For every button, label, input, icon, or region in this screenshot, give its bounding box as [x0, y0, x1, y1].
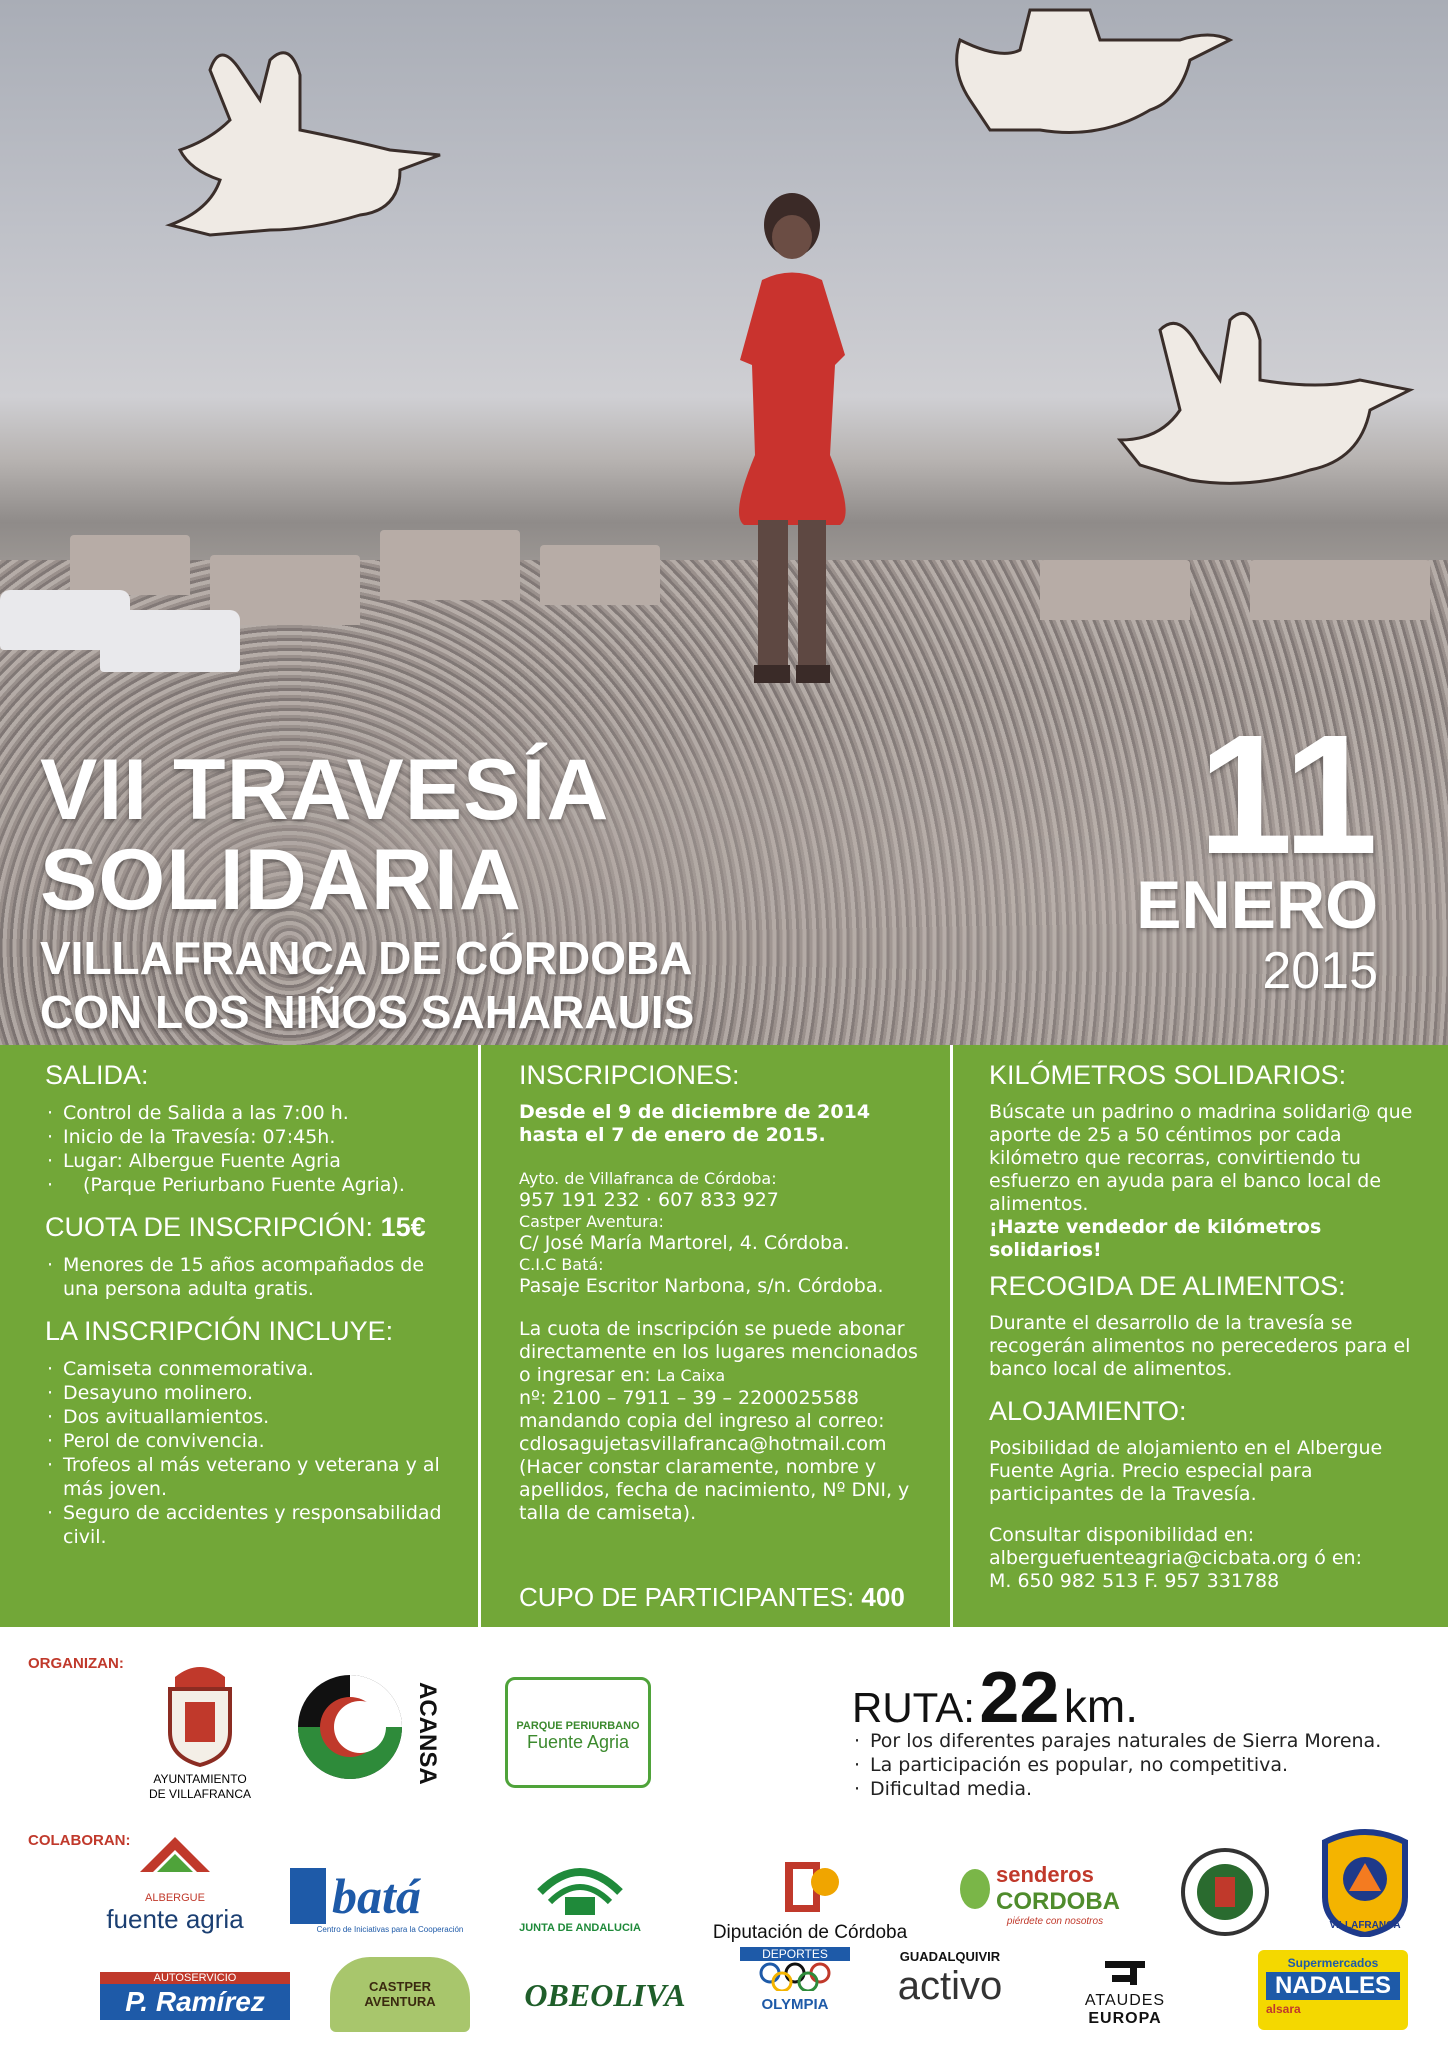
payment-text: La cuota de inscripción se puede abonar directamente en los lugares mencionados o ingresar en: — [519, 1318, 918, 1386]
list-item: · Desayuno molinero. — [45, 1381, 458, 1405]
alojamiento-heading: ALOJAMIENTO: — [989, 1396, 1187, 1426]
incluye-heading: LA INSCRIPCIÓN INCLUYE: — [45, 1316, 394, 1346]
list-item: · Control de Salida a las 7:00 h. — [45, 1101, 458, 1125]
ataudes-word: ATAUDES — [1084, 1992, 1166, 2009]
cuota-list — [45, 1253, 458, 1301]
acansa-logo — [295, 1672, 445, 1785]
ayto-phones: 957 191 232 · 607 833 927 — [519, 1189, 779, 1211]
list-item: · Dificultad media. — [852, 1777, 1381, 1801]
inscripciones-dates: Desde el 9 de diciembre de 2014 hasta el 7 de enero de 2015. — [519, 1101, 871, 1146]
parque-line1: PARQUE PERIURBANO — [516, 1720, 640, 1732]
acansa-text: ACANSA — [414, 1682, 441, 1785]
car — [100, 610, 240, 672]
tent — [1040, 560, 1190, 620]
cuota-label: CUOTA DE INSCRIPCIÓN: — [45, 1212, 374, 1242]
cic-address: Pasaje Escritor Narbona, s/n. Córdoba. — [519, 1275, 884, 1297]
ruta-heading — [852, 1657, 1138, 1739]
junta-emblem-icon — [530, 1857, 630, 1917]
europa-word: EUROPA — [1088, 2010, 1162, 2027]
castper-line1: CASTPER — [368, 1979, 432, 1994]
ataudes-text — [1050, 1992, 1200, 2028]
consult-text: Consultar disponibilidad en: — [989, 1524, 1255, 1546]
pc-text: VILLAFRANCA — [1329, 1920, 1401, 1931]
title-line2: SOLIDARIA — [40, 832, 522, 928]
registration-note: (Hacer constar claramente, nombre y apellidos, fecha de nacimiento, Nº DNI, y talla de camiseta). — [519, 1456, 910, 1524]
guadalquivir-text: GUADALQUIVIR — [899, 1949, 1001, 1964]
bird-drawing — [1100, 290, 1430, 530]
list-item: · Camiseta conmemorativa. — [45, 1357, 458, 1381]
activo-text: activo — [897, 1964, 1003, 2008]
olympia-logo — [740, 1947, 850, 2013]
list-item: · Seguro de accidentes y responsabilidad civil. — [45, 1501, 458, 1549]
senderos-tagline: piérdete con nosotros — [1006, 1916, 1104, 1927]
mail-instructions: mandando copia del ingreso al correo: — [519, 1410, 885, 1432]
list-item: · (Parque Periurbano Fuente Agria). — [45, 1173, 458, 1197]
event-title — [40, 742, 695, 1039]
junta-text: JUNTA DE ANDALUCIA — [519, 1922, 641, 1934]
subtitle-line2: CON LOS NIÑOS SAHARAUIS — [40, 986, 695, 1038]
list-item: · Lugar: Albergue Fuente Agria — [45, 1149, 458, 1173]
ayto-line2: DE VILLAFRANCA — [148, 1787, 252, 1801]
ruta-list — [852, 1729, 1381, 1801]
nadales-logo — [1258, 1950, 1408, 2030]
cuota-value: 15€ — [380, 1212, 426, 1242]
km-column — [950, 1045, 1448, 1627]
castper-line2: AVENTURA — [364, 1994, 436, 2009]
bank-name: La Caixa — [656, 1366, 726, 1385]
ataudes-mark-icon — [1100, 1957, 1150, 1987]
cupo-participantes — [519, 1582, 905, 1613]
consult-phones: M. 650 982 513 F. 957 331788 — [989, 1570, 1280, 1592]
list-item: · Dos avituallamientos. — [45, 1405, 458, 1429]
diputacion-logo — [690, 1857, 930, 1944]
junta-logo — [515, 1857, 645, 1934]
date-day: 11 — [1198, 700, 1378, 890]
police-badge-icon — [1180, 1847, 1270, 1937]
cupo-label: CUPO DE PARTICIPANTES: — [519, 1582, 855, 1612]
ruta-distance: 22 — [979, 1658, 1060, 1738]
bata-sub: Centro de Iniciativas para la Cooperación — [316, 1925, 464, 1934]
albergue-small: ALBERGUE — [145, 1892, 205, 1904]
title-line1: VII TRAVESÍA — [40, 742, 610, 838]
supermercados-text: Supermercados — [1287, 1956, 1379, 1970]
list-item: · Por los diferentes parajes naturales de Sierra Morena. — [852, 1729, 1381, 1753]
ruta-label: RUTA: — [852, 1684, 975, 1731]
km-cta: ¡Hazte vendedor de kilómetros solidarios! — [989, 1216, 1322, 1261]
tent — [1250, 560, 1430, 620]
cupo-value: 400 — [861, 1582, 905, 1612]
ayto-label: Ayto. de Villafranca de Córdoba: — [519, 1169, 777, 1188]
castper-address: C/ José María Martorel, 4. Córdoba. — [519, 1232, 850, 1254]
ayuntamiento-logo — [130, 1657, 270, 1802]
sahrawi-flag-icon — [295, 1672, 405, 1782]
obeoliva-text: OBEOLIVA — [524, 1977, 686, 2013]
list-item: · Menores de 15 años acompañados de una persona adulta gratis. — [45, 1253, 458, 1301]
albergue-logo — [95, 1832, 255, 1935]
salida-heading: SALIDA: — [45, 1060, 149, 1090]
diputacion-emblem-icon — [775, 1857, 845, 1917]
consult-email[interactable]: alberguefuenteagria@cicbata.org ó en: — [989, 1547, 1362, 1569]
alsara-text: alsara — [1266, 2002, 1301, 2016]
nadales-text: NADALES — [1266, 1972, 1400, 2000]
pramirez-text: P. Ramírez — [100, 1984, 290, 2020]
albergue-name: fuente agria — [106, 1904, 244, 1934]
subtitle-line1: VILLAFRANCA DE CÓRDOBA — [40, 932, 693, 984]
cic-label: C.I.C Batá: — [519, 1255, 604, 1274]
olympic-rings-icon — [755, 1961, 835, 1991]
autoservicio-text: AUTOSERVICIO — [100, 1972, 290, 1984]
date-year: 2015 — [1262, 942, 1378, 1000]
colaboran-label: COLABORAN: — [28, 1832, 131, 1849]
tent — [70, 535, 190, 595]
ataudes-logo — [1050, 1957, 1200, 2028]
bata-logo — [290, 1867, 490, 1934]
ayto-line1: AYUNTAMIENTO — [153, 1772, 247, 1786]
ruta-unit: km. — [1063, 1680, 1138, 1732]
cuota-payment-text — [519, 1318, 930, 1387]
date-month: ENERO — [1136, 867, 1378, 943]
parque-logo — [505, 1677, 651, 1788]
list-item: · La participación es popular, no competitiva. — [852, 1753, 1381, 1777]
senderos-line2: CORDOBA — [996, 1888, 1120, 1915]
km-text: Búscate un padrino o madrina solidari@ que aporte de 25 a 50 céntimos por cada kilómetro que recorras, convirtiendo tu esfuerzo en ayuda para el banco local de alimentos. — [989, 1101, 1413, 1215]
km-heading: KILÓMETROS SOLIDARIOS: — [989, 1060, 1347, 1090]
bird-drawing — [920, 0, 1250, 160]
obeoliva-logo — [515, 1977, 695, 2014]
parque-line2: Fuente Agria — [526, 1732, 630, 1752]
recogida-heading: RECOGIDA DE ALIMENTOS: — [989, 1271, 1346, 1301]
senderos-logo — [960, 1862, 1150, 1927]
girl-figure — [700, 185, 880, 715]
bird-drawing — [150, 30, 480, 280]
pramirez-logo — [100, 1972, 290, 2020]
inscripciones-heading: INSCRIPCIONES: — [519, 1060, 740, 1090]
bata-mark-icon — [290, 1868, 326, 1924]
coat-of-arms-icon — [160, 1657, 240, 1767]
tent — [540, 545, 660, 605]
list-item: · Perol de convivencia. — [45, 1429, 458, 1453]
recogida-text: Durante el desarrollo de la travesía se recogerán alimentos no perecederos para el banco local de alimentos. — [989, 1312, 1411, 1380]
cuota-heading — [45, 1211, 458, 1243]
info-panel — [0, 1045, 1448, 1627]
bata-name: batá — [332, 1868, 421, 1924]
proteccion-civil-logo — [1310, 1827, 1420, 1931]
albergue-roof-icon — [135, 1832, 215, 1887]
senderos-mark-icon — [960, 1869, 990, 1909]
castper-label: Castper Aventura: — [519, 1212, 664, 1231]
guadalquivir-logo — [880, 1949, 1020, 2008]
alojamiento-text: Posibilidad de alojamiento en el Albergue Fuente Agria. Precio especial para participantes de la Travesía. — [989, 1437, 1383, 1505]
list-item: · Inicio de la Travesía: 07:45h. — [45, 1125, 458, 1149]
policia-badge — [1180, 1847, 1270, 1942]
olympia-text: OLYMPIA — [761, 1996, 829, 2013]
event-date — [1136, 700, 1378, 1002]
sponsors-section — [0, 1627, 1448, 2048]
bank-account: nº: 2100 – 7911 – 39 – 2200025588 — [519, 1387, 859, 1409]
incluye-list — [45, 1357, 458, 1549]
salida-list — [45, 1101, 458, 1197]
diputacion-text: Diputación de Córdoba — [712, 1922, 908, 1943]
salida-column — [0, 1045, 478, 1627]
castper-logo — [330, 1957, 470, 2032]
deportes-text: DEPORTES — [740, 1947, 850, 1961]
senderos-line1: senderos — [996, 1862, 1094, 1887]
contact-email[interactable]: cdlosagujetasvillafranca@hotmail.com — [519, 1433, 887, 1455]
organizan-label: ORGANIZAN: — [28, 1655, 124, 1672]
inscripciones-column — [478, 1045, 950, 1627]
tent — [380, 530, 520, 600]
list-item: · Trofeos al más veterano y veterana y al más joven. — [45, 1453, 458, 1501]
